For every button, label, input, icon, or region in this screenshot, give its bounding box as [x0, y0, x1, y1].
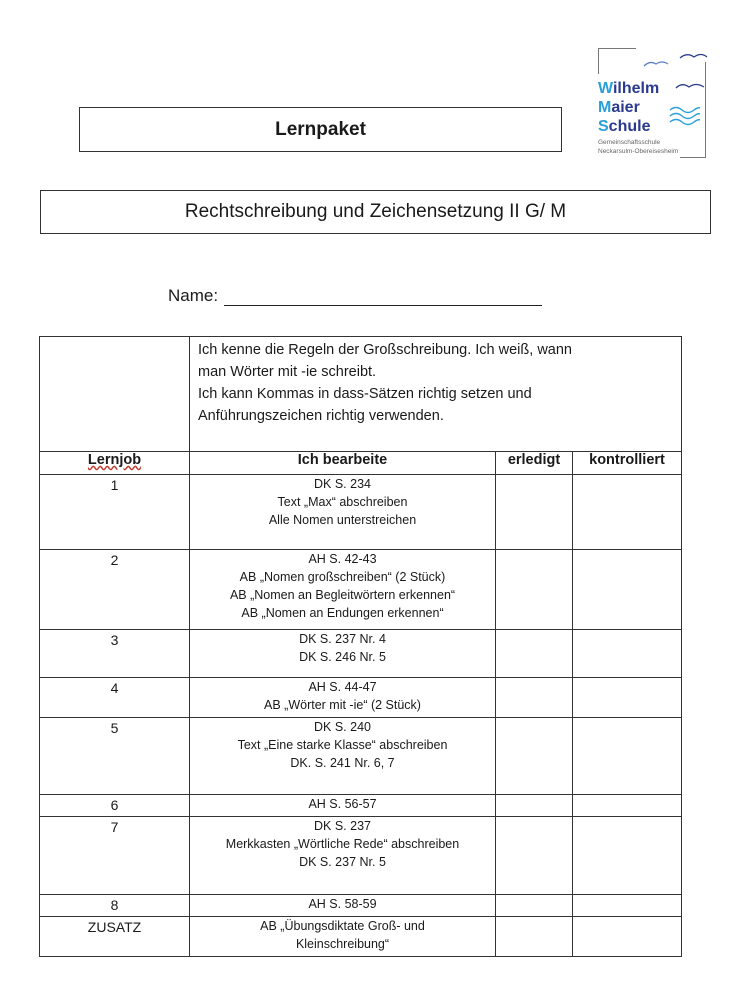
- table-row: [40, 550, 682, 630]
- table-row: [40, 630, 682, 678]
- document-title: [79, 107, 562, 152]
- logo-bracket: [705, 62, 706, 158]
- erledigt-checkbox-cell[interactable]: [496, 817, 573, 895]
- logo-bird-icon: [674, 80, 706, 92]
- intro-row: [40, 337, 682, 452]
- column-header-lernjob: Lernjob: [40, 452, 190, 475]
- task-line: DK. S. 241 Nr. 6, 7: [290, 756, 395, 770]
- task-line: Text „Eine starke Klasse“ abschreiben: [237, 738, 448, 752]
- task-line: DK S. 246 Nr. 5: [299, 650, 386, 664]
- task-cell: [190, 678, 496, 718]
- task-line: AB „Nomen großschreiben“ (2 Stück): [239, 570, 446, 584]
- column-header-kontrolliert: kontrolliert: [573, 452, 682, 475]
- task-cell: [190, 917, 496, 957]
- name-field: [168, 286, 542, 306]
- lernjob-number: 1: [40, 475, 190, 550]
- document-title-text: Lernpaket: [275, 118, 366, 140]
- learning-goal-line: Anführungszeichen richtig verwenden.: [198, 408, 444, 424]
- kontrolliert-checkbox-cell[interactable]: [573, 817, 682, 895]
- column-header-erledigt: erledigt: [496, 452, 573, 475]
- erledigt-checkbox-cell[interactable]: [496, 550, 573, 630]
- learning-goal-line: Ich kann Kommas in dass-Sätzen richtig setzen und: [198, 386, 532, 402]
- logo-bracket: [598, 48, 599, 74]
- task-cell: [190, 817, 496, 895]
- task-line: Merkkasten „Wörtliche Rede“ abschreiben: [225, 837, 460, 851]
- table-header-row: [40, 452, 682, 475]
- learning-goal-line: man Wörter mit -ie schreibt.: [198, 364, 377, 380]
- lernjob-number: 4: [40, 678, 190, 718]
- logo-subtext: Neckarsulm-Obereisesheim: [598, 148, 679, 155]
- task-cell: [190, 475, 496, 550]
- table-row: [40, 895, 682, 917]
- lernjob-number: ZUSATZ: [40, 917, 190, 957]
- logo-bracket: [680, 157, 706, 158]
- name-label: Name:: [168, 286, 219, 305]
- school-logo: [594, 44, 712, 162]
- kontrolliert-checkbox-cell[interactable]: [573, 795, 682, 817]
- table-row: [40, 917, 682, 957]
- task-line: DK S. 237: [314, 819, 371, 833]
- learning-goals: [190, 337, 682, 452]
- logo-bird-icon: [642, 52, 708, 72]
- task-line: AH S. 56-57: [308, 797, 377, 811]
- table-row: [40, 678, 682, 718]
- task-line: Kleinschreibung“: [295, 937, 390, 951]
- task-line: DK S. 237 Nr. 4: [299, 632, 386, 646]
- task-line: AB „Nomen an Begleitwörtern erkennen“: [229, 588, 456, 602]
- task-cell: [190, 550, 496, 630]
- table-row: [40, 475, 682, 550]
- logo-text: Maier: [598, 99, 640, 116]
- task-cell: [190, 630, 496, 678]
- task-line: AB „Wörter mit -ie“ (2 Stück): [264, 698, 421, 712]
- erledigt-checkbox-cell[interactable]: [496, 895, 573, 917]
- logo-wave-icon: [668, 104, 702, 128]
- kontrolliert-checkbox-cell[interactable]: [573, 917, 682, 957]
- erledigt-checkbox-cell[interactable]: [496, 630, 573, 678]
- table-row: [40, 817, 682, 895]
- logo-text: Wilhelm: [598, 80, 660, 97]
- task-line: AH S. 44-47: [308, 680, 377, 694]
- task-line: AH S. 42-43: [308, 552, 377, 566]
- logo-subtext: Gemeinschaftsschule: [598, 139, 661, 146]
- task-line: DK S. 237 Nr. 5: [299, 855, 386, 869]
- kontrolliert-checkbox-cell[interactable]: [573, 630, 682, 678]
- lernjob-number: 5: [40, 718, 190, 795]
- task-line: DK S. 240: [314, 720, 371, 734]
- kontrolliert-checkbox-cell[interactable]: [573, 475, 682, 550]
- logo-text: Schule: [598, 118, 651, 135]
- task-line: AB „Nomen an Endungen erkennen“: [241, 606, 444, 620]
- lernjob-number: 2: [40, 550, 190, 630]
- logo-bracket: [598, 48, 636, 49]
- task-cell: [190, 795, 496, 817]
- lernjob-number: 3: [40, 630, 190, 678]
- kontrolliert-checkbox-cell[interactable]: [573, 895, 682, 917]
- kontrolliert-checkbox-cell[interactable]: [573, 678, 682, 718]
- erledigt-checkbox-cell[interactable]: [496, 917, 573, 957]
- table-row: [40, 718, 682, 795]
- task-line: Alle Nomen unterstreichen: [268, 513, 417, 527]
- task-line: Text „Max“ abschreiben: [277, 495, 408, 509]
- kontrolliert-checkbox-cell[interactable]: [573, 550, 682, 630]
- erledigt-checkbox-cell[interactable]: [496, 678, 573, 718]
- document-subtitle: [40, 190, 711, 234]
- column-header-ich-bearbeite: Ich bearbeite: [190, 452, 496, 475]
- lernjob-number: 8: [40, 895, 190, 917]
- task-line: AH S. 58-59: [308, 897, 377, 911]
- task-cell: [190, 895, 496, 917]
- lernjob-number: 6: [40, 795, 190, 817]
- task-line: DK S. 234: [314, 477, 371, 491]
- erledigt-checkbox-cell[interactable]: [496, 795, 573, 817]
- task-cell: [190, 718, 496, 795]
- lernjob-table: [39, 336, 682, 957]
- name-blank-line[interactable]: [224, 287, 542, 306]
- intro-empty-cell: [40, 337, 190, 452]
- kontrolliert-checkbox-cell[interactable]: [573, 718, 682, 795]
- lernjob-number: 7: [40, 817, 190, 895]
- learning-goal-line: Ich kenne die Regeln der Großschreibung. Ich weiß, wann: [198, 342, 572, 358]
- table-row: [40, 795, 682, 817]
- document-subtitle-text: Rechtschreibung und Zeichensetzung II G/ M: [184, 201, 567, 222]
- erledigt-checkbox-cell[interactable]: [496, 718, 573, 795]
- erledigt-checkbox-cell[interactable]: [496, 475, 573, 550]
- task-line: AB „Übungsdiktate Groß- und: [260, 919, 425, 933]
